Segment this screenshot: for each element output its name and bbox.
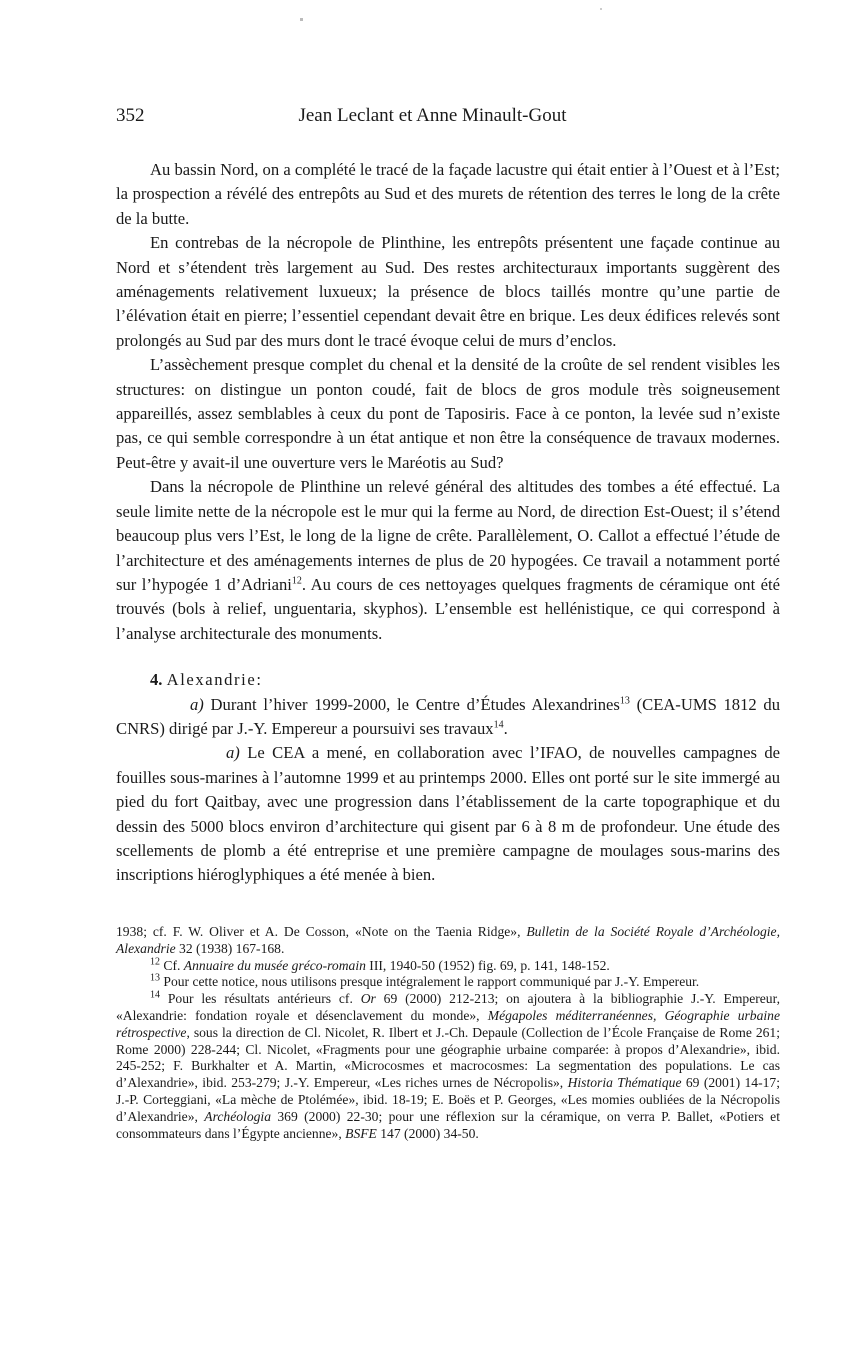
paragraph	[116, 741, 780, 887]
footnote	[116, 991, 780, 1142]
text-run: Pour cette notice, nous utilisons presque intégralement le rapport communiqué par J.-Y. Empereur.	[160, 974, 700, 990]
footnote-continued	[116, 924, 780, 958]
text-run: 32 (1938) 167-168.	[175, 940, 285, 956]
page-number: 352	[116, 105, 145, 126]
italic-title: Archéologia	[204, 1108, 271, 1124]
footnote-ref: 13	[619, 695, 630, 706]
section-title: Alexandrie:	[166, 670, 263, 690]
text-run: .	[503, 718, 508, 738]
text-run: 69 (2000) 212-213; on ajoutera à la bibliographie J.-Y. Empereur, «Alexandrie: fondation royale et désenclavement du monde»,	[116, 991, 780, 1023]
footnote-number: 12	[150, 956, 160, 968]
footnote-number: 14	[150, 989, 160, 1001]
italic-title: BSFE	[345, 1125, 377, 1141]
footnote-number: 13	[150, 972, 160, 984]
paragraph: Au bassin Nord, on a complété le tracé de la façade lacustre qui était entier à l’Ouest et à l’Est; la prospection a révélé des entrepôts au Sud et des murets de rétention des terres le long de la crête de la butte.	[116, 160, 780, 228]
text-run: 1938; cf. F. W. Oliver et A. De Cosson, «Note on the Taenia Ridge»,	[116, 924, 527, 939]
italic-title: Historia Thématique	[567, 1075, 682, 1091]
italic-title: Annuaire du musée gréco-romain	[183, 957, 366, 973]
scan-speck	[300, 18, 303, 21]
text-run: Dans la nécropole de Plinthine un relevé général des altitudes des tombes a été effectué. La seule limite nette de la nécropole est le mur qui la ferme au Nord, de direction Est-Ouest; il s’étend beaucoup plus vers l’Est, le long de la ligne de crête. Parallèlement, O. Callot a effectué l’étude de l’architecture et des aménagements internes de plus de 20 hypogées. Ce travail a notamment porté sur l’hypogée 1 d’Adriani	[116, 477, 780, 594]
text-run: Durant l’hiver 1999-2000, le Centre d’Études Alexandrines	[203, 694, 620, 714]
text-run: 369 (2000) 22-30; pour une réflexion sur la céramique, on verra P. Ballet, «Potiers et consommateurs dans l’Égypte ancienne»,	[116, 1108, 780, 1141]
paragraph: L’assèchement presque complet du chenal et la densité de la croûte de sel rendent visibles les structures: on distingue un ponton coudé, fait de blocs de gros module très soigneusement appareillés, assez semblables à ceux du pont de Taposiris. Face à ce ponton, la levée sud n’existe pas, ce qui semble correspondre à un état antique et non être la conséquence de travaux modernes. Peut-être y avait-il une ouverture vers le Maréotis au Sud?	[116, 355, 780, 472]
text-run: , sous la direction de Cl. Nicolet, R. Ilbert et J.-Ch. Depaule (Collection de l’École Française de Rome 261; Rome 2000) 228-244; Cl. Nicolet, «Fragments pour une géographie urbaine comparée: à propos d’Alexandrie», ibid. 245-252; F. Burkhalter et A. Martin, «Microcosmes et macrocosmes: La segmentation des populations. Le cas d’Alexandrie», ibid. 253-279; J.-Y. Empereur, «Les riches urnes de Nécropolis»,	[116, 1024, 780, 1091]
text-run: Pour les résultats antérieurs cf.	[160, 991, 361, 1007]
footnote-ref: 14	[493, 719, 504, 731]
paragraph	[116, 693, 780, 742]
footnote-ref: 12	[291, 575, 302, 587]
italic-title: Bulletin de la Société Royale d’Archéologie, Alexandrie	[116, 924, 780, 956]
text-run: . Au cours de ces nettoyages quelques fragments de céramique ont été trouvés (bols à relief, unguentaria, skyphos). L’ensemble est hellénistique, ce qui correspond à l’analyse architecturale des monuments.	[116, 574, 780, 643]
item-label: a)	[190, 694, 204, 714]
footnote	[116, 974, 780, 991]
main-text	[116, 158, 780, 888]
running-title: Jean Leclant et Anne Minault-Gout	[298, 105, 567, 126]
text-run: (CEA-UMS 1812 du CNRS) dirigé par J.-Y. Empereur a poursuivi ses travaux	[116, 694, 780, 738]
italic-title: Or	[360, 991, 376, 1007]
text-run: III, 1940-50 (1952) fig. 69, p. 141, 148-152.	[365, 957, 610, 973]
paragraph: En contrebas de la nécropole de Plinthine, les entrepôts présentent une façade continue au Nord et s’étendent très largement au Sud. Des restes architecturaux importants suggèrent des aménagements relativement luxueux; la présence de blocs taillés montre qu’une partie de l’élévation était en pierre; l’essentiel cependant devait être en brique. Les deux édifices relevés sont prolongés au Sud par des murs dont le tracé évoque celui de murs d’enclos.	[116, 233, 780, 350]
text-run: 147 (2000) 34-50.	[376, 1125, 479, 1141]
scan-speck	[600, 8, 602, 10]
paragraph	[116, 475, 780, 646]
footnote	[116, 958, 780, 975]
item-label: a)	[226, 743, 240, 763]
text-run: Le CEA a mené, en collaboration avec l’IFAO, de nouvelles campagnes de fouilles sous-marines à l’automne 1999 et au printemps 2000. Elles ont porté sur le site immergé au pied du fort Qaitbay, avec une progression dans l’établissement de la carte topographique et du dessin des 5000 blocs environ d’architecture qui gisent par 6 à 8 m de profondeur. Une étude des scellements de plomb a été entreprise et une première campagne de moulages sous-marins des inscriptions hiéroglyphiques a été menée à bien.	[116, 743, 780, 885]
italic-title: Mégapoles méditerranéennes, Géographie urbaine rétrospective	[116, 1007, 780, 1040]
section-number: 4.	[150, 670, 163, 690]
section-heading	[116, 668, 780, 692]
text-run: 69 (2001) 14-17; J.-P. Corteggiani, «La mèche de Ptolémée», ibid. 18-19; E. Boës et P. Georges, «Les momies oubliées de la Nécropolis d’Alexandrie»,	[116, 1075, 780, 1124]
footnotes	[116, 924, 780, 1142]
text-run: Cf.	[160, 957, 184, 973]
